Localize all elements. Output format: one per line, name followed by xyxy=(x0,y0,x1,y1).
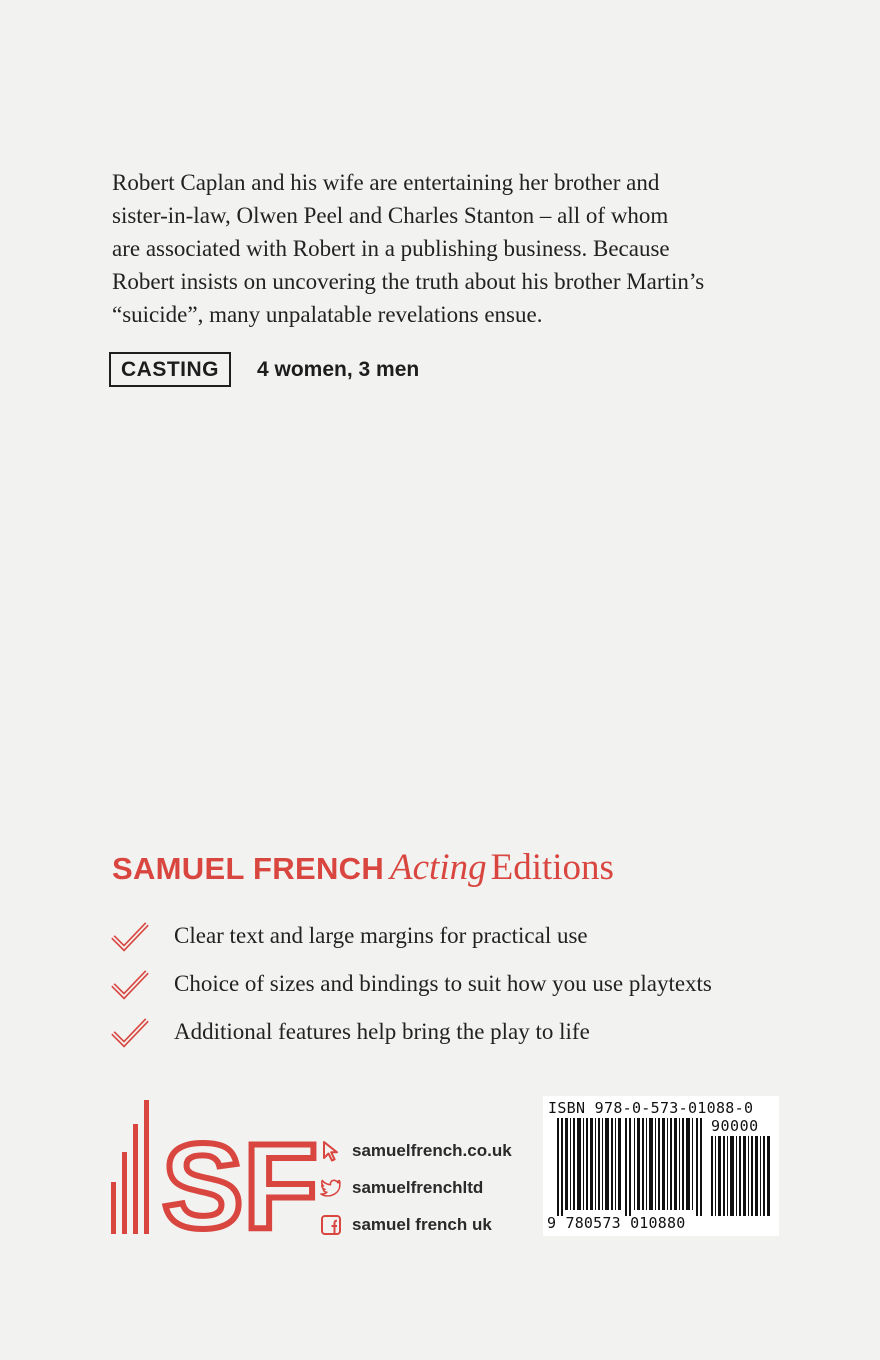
series-acting: Acting xyxy=(390,847,487,888)
addon-number: 90000 xyxy=(711,1117,759,1135)
casting-value: 4 women, 3 men xyxy=(257,357,420,381)
blurb-line: “suicide”, many unpalatable revelations ensue. xyxy=(112,302,543,327)
contact-text: samuel french uk xyxy=(352,1214,492,1234)
isbn-number: ISBN 978-0-573-01088-0 xyxy=(548,1099,754,1117)
feature-item xyxy=(110,912,712,960)
casting-row xyxy=(109,352,419,387)
check-icon xyxy=(110,1016,150,1048)
blurb-line: are associated with Robert in a publishing business. Because xyxy=(112,236,670,261)
feature-text: Clear text and large margins for practical use xyxy=(174,923,588,948)
feature-text: Additional features help bring the play to life xyxy=(174,1019,590,1044)
blurb-line: sister-in-law, Olwen Peel and Charles Stanton – all of whom xyxy=(112,203,669,228)
twitter-icon xyxy=(320,1177,342,1199)
facebook-icon xyxy=(320,1214,342,1236)
contact-text: samuelfrench.co.uk xyxy=(352,1140,512,1160)
cursor-icon xyxy=(320,1140,342,1162)
feature-list xyxy=(110,912,712,1056)
series-brand: SAMUEL FRENCH xyxy=(112,851,385,886)
check-icon xyxy=(110,920,150,952)
contact-text: samuelfrenchltd xyxy=(352,1177,484,1197)
contact-list xyxy=(320,1132,512,1243)
ean-barcode-bars xyxy=(557,1118,703,1216)
feature-item xyxy=(110,960,712,1008)
blurb xyxy=(112,166,792,331)
blurb-line: Robert Caplan and his wife are entertaining her brother and xyxy=(112,170,660,195)
twitter-link[interactable] xyxy=(320,1169,512,1206)
samuel-french-logo xyxy=(110,1100,318,1254)
website-link[interactable] xyxy=(320,1132,512,1169)
casting-label: CASTING xyxy=(109,352,231,387)
series-title xyxy=(112,846,614,896)
logo-lettering: SF xyxy=(162,1118,318,1254)
ean-number: 9 780573 010880 xyxy=(547,1214,686,1232)
feature-text: Choice of sizes and bindings to suit how you use playtexts xyxy=(174,971,712,996)
blurb-line: Robert insists on uncovering the truth about his brother Martin’s xyxy=(112,269,705,294)
check-icon xyxy=(110,968,150,1000)
facebook-link[interactable] xyxy=(320,1206,512,1243)
feature-item xyxy=(110,1008,712,1056)
isbn-barcode xyxy=(543,1096,779,1236)
addon-barcode-bars xyxy=(711,1136,773,1216)
series-editions: Editions xyxy=(490,847,614,888)
